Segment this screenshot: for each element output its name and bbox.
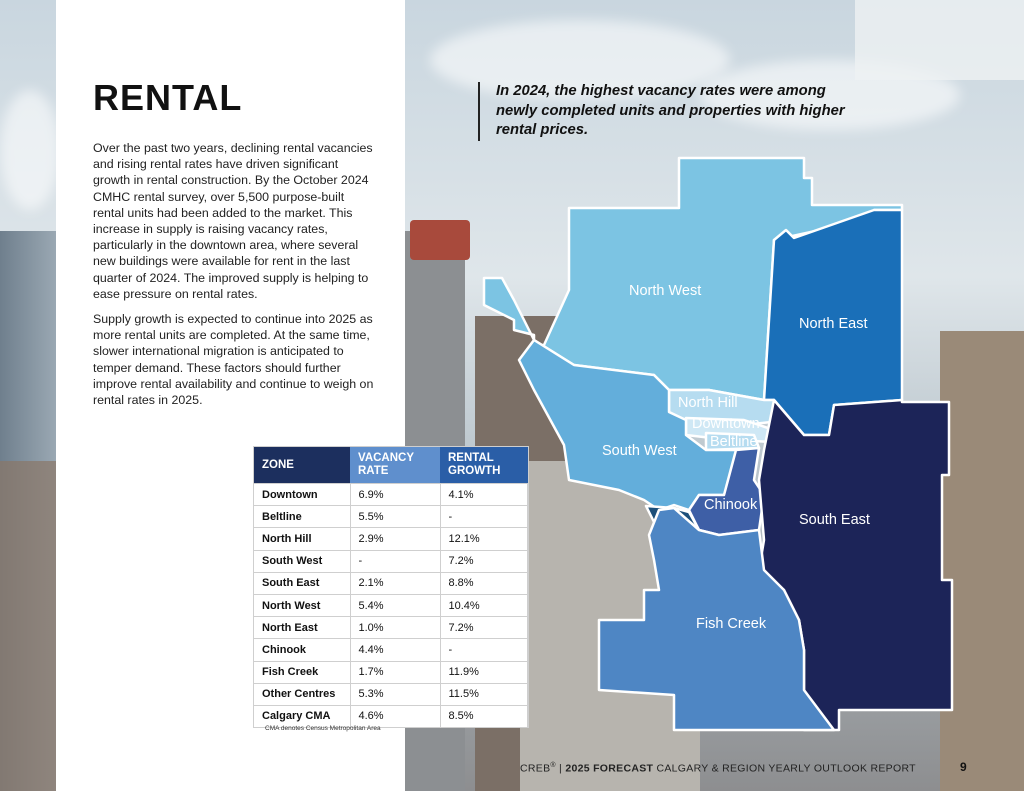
cell-vacancy-rate: - <box>350 550 440 572</box>
header-rental-growth: RENTAL GROWTH <box>440 447 528 484</box>
cell-rental-growth: 11.9% <box>440 661 528 683</box>
page-title: RENTAL <box>93 77 243 118</box>
cell-vacancy-rate: 2.9% <box>350 528 440 550</box>
cell-rental-growth: 8.5% <box>440 705 528 727</box>
label-chinook: Chinook <box>704 497 758 513</box>
cell-rental-growth: 4.1% <box>440 484 528 506</box>
cell-rental-growth: - <box>440 639 528 661</box>
cell-rental-growth: 11.5% <box>440 683 528 705</box>
paragraph-2: Supply growth is expected to continue into 2025 as more rental units are completed. At the same time, slower international migration is anticipated to temper demand. These factors should further improve rental availability and continue to weigh on rental rates in 2025. <box>93 312 374 408</box>
cell-zone: North East <box>254 617 350 639</box>
cell-rental-growth: 10.4% <box>440 594 528 616</box>
label-north-west: North West <box>629 283 702 299</box>
label-north-east: North East <box>799 316 868 332</box>
cell-zone: South East <box>254 572 350 594</box>
label-south-east: South East <box>799 512 870 528</box>
table-body <box>254 484 528 728</box>
table-row <box>254 617 528 639</box>
cell-zone: Downtown <box>254 484 350 506</box>
body-text <box>93 140 375 417</box>
cell-rental-growth: 12.1% <box>440 528 528 550</box>
cell-vacancy-rate: 4.4% <box>350 639 440 661</box>
table-row <box>254 484 528 506</box>
label-south-west: South West <box>602 443 677 459</box>
cell-zone: Beltline <box>254 506 350 528</box>
footer-report-name: CALGARY & REGION YEARLY OUTLOOK REPORT <box>653 762 916 775</box>
page-footer <box>520 762 916 775</box>
cell-rental-growth: 8.8% <box>440 572 528 594</box>
cell-vacancy-rate: 5.5% <box>350 506 440 528</box>
pull-quote: In 2024, the highest vacancy rates were among newly completed units and properties with higher rental prices. <box>478 82 856 141</box>
label-downtown: Downtown <box>692 416 760 432</box>
label-beltline: Beltline <box>710 434 758 450</box>
cell-zone: Calgary CMA <box>254 705 350 727</box>
table-row <box>254 661 528 683</box>
table-row <box>254 528 528 550</box>
table-header-row <box>254 447 528 484</box>
cell-zone: Fish Creek <box>254 661 350 683</box>
page-number: 9 <box>960 760 967 774</box>
cell-zone: North West <box>254 594 350 616</box>
footer-forecast: 2025 FORECAST <box>565 762 654 775</box>
cell-rental-growth: - <box>440 506 528 528</box>
cell-vacancy-rate: 4.6% <box>350 705 440 727</box>
cell-vacancy-rate: 5.3% <box>350 683 440 705</box>
cell-vacancy-rate: 2.1% <box>350 572 440 594</box>
label-north-hill: North Hill <box>678 395 738 411</box>
table-footnote: CMA denotes Census Metropolitan Area <box>265 725 381 732</box>
cell-zone: South West <box>254 550 350 572</box>
cell-vacancy-rate: 6.9% <box>350 484 440 506</box>
paragraph-1: Over the past two years, declining rental vacancies and rising rental rates have driven significant growth in rental construction. By the October 2024 CMHC rental survey, over 5,500 purpose-built rental units had been added to the market. This increase in supply is raising vacancy rates, particularly in the downtown area, where several new buildings were available for rent in the last quarter of 2024. The improved supply is helping to ease pressure on rental rates. <box>93 141 373 301</box>
rental-rates-table <box>254 447 528 727</box>
header-zone: ZONE <box>254 447 350 484</box>
cell-zone: North Hill <box>254 528 350 550</box>
footer-registered: ® <box>550 762 556 769</box>
cell-zone: Chinook <box>254 639 350 661</box>
cell-vacancy-rate: 1.7% <box>350 661 440 683</box>
table-row <box>254 506 528 528</box>
calgary-zone-map <box>474 150 954 740</box>
table-row <box>254 705 528 727</box>
table-row <box>254 639 528 661</box>
cell-zone: Other Centres <box>254 683 350 705</box>
header-vacancy-rate: VACANCY RATE <box>350 447 440 484</box>
cell-rental-growth: 7.2% <box>440 550 528 572</box>
cell-vacancy-rate: 1.0% <box>350 617 440 639</box>
table-row <box>254 683 528 705</box>
footer-brand: CREB <box>520 762 551 775</box>
cell-vacancy-rate: 5.4% <box>350 594 440 616</box>
table-row <box>254 550 528 572</box>
label-fish-creek: Fish Creek <box>696 616 767 632</box>
cell-rental-growth: 7.2% <box>440 617 528 639</box>
table-row <box>254 572 528 594</box>
footer-separator: | <box>555 762 566 775</box>
table-row <box>254 594 528 616</box>
